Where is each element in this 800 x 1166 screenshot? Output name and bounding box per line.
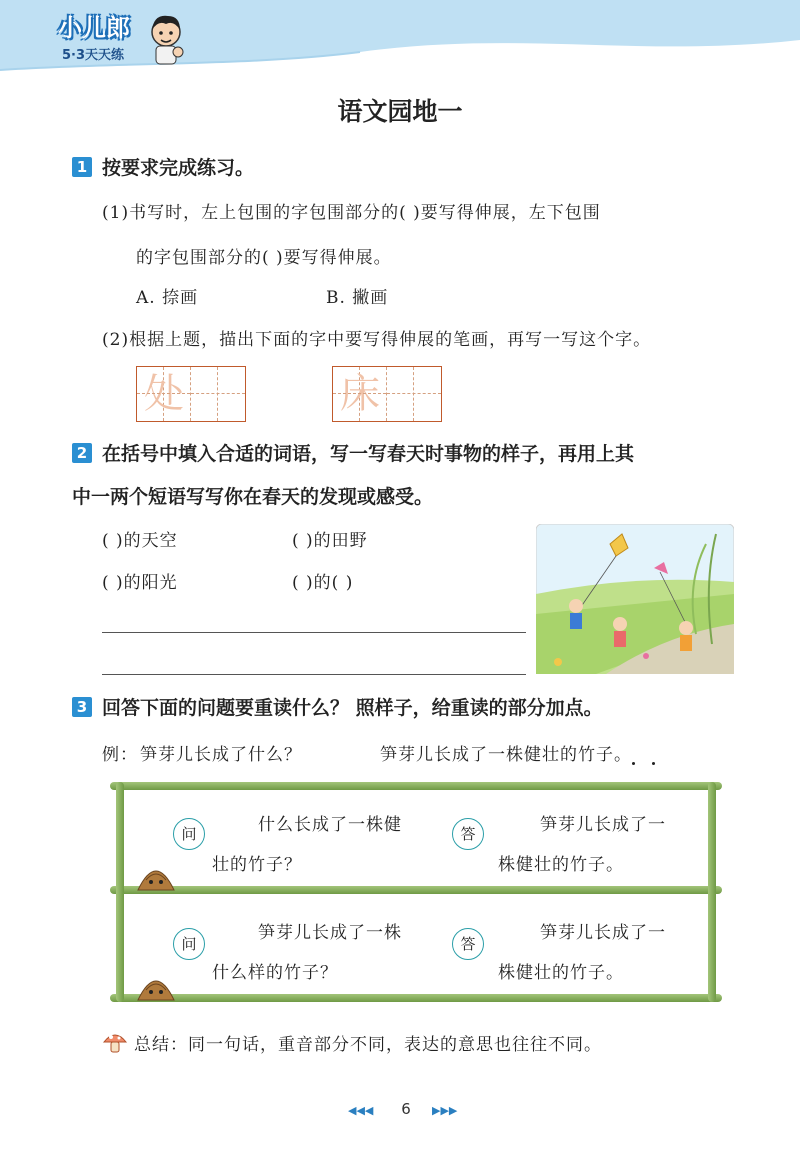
panel1-question-line1: 什么长成了一株健 [258,815,402,835]
trace-char-1: 处 [144,371,184,417]
emphasis-dot [652,762,655,765]
bamboo-rail-top [110,782,722,790]
q2-blank-sun[interactable]: ( )的阳光 [102,573,178,593]
next-page-arrows-icon[interactable]: ▶▶▶ [432,1104,458,1117]
mushroom-icon [102,1028,128,1054]
question-2-title-line2: 中一两个短语写写你在春天的发现或感受。 [72,486,434,508]
question-1-title: 按要求完成练习。 [102,157,255,179]
panel2-answer-line1: 笋芽儿长成了一 [540,923,666,943]
brand-subtitle: 5·3天天练 [62,48,125,63]
q2-blank-sky[interactable]: ( )的天空 [102,531,178,551]
bamboo-shoot-character-icon [132,850,180,894]
boy-mascot-icon [146,12,186,66]
example-answer: 笋芽儿长成了一株健壮的竹子。 [380,745,632,765]
panel2-question-line1: 笋芽儿长成了一株 [258,923,402,943]
q1-sub1-line1: (1)书写时，左上包围的字包围部分的( )要写得伸展，左下包围 [102,203,601,223]
writing-grid-1[interactable] [136,366,246,422]
brand-logo: 小儿郎 [58,14,130,42]
trace-char-2: 床 [340,371,380,417]
bamboo-post-left [116,782,124,1002]
writing-grid-2[interactable] [332,366,442,422]
bamboo-post-right [708,782,716,1002]
q1-option-a: A. 捺画 [136,288,199,308]
writing-line-2[interactable] [102,674,526,675]
ask-bubble: 问 [173,928,205,960]
panel1-answer-line1: 笋芽儿长成了一 [540,815,666,835]
q2-blank-field[interactable]: ( )的田野 [292,531,368,551]
panel2-question-line2: 什么样的竹子？ [212,963,338,983]
q1-sub2: (2)根据上题，描出下面的字中要写得伸展的笔画，再写一写这个字。 [102,330,652,350]
summary-text: 总结：同一句话，重音部分不同，表达的意思也往往不同。 [134,1035,602,1055]
page-number: 6 [401,1100,411,1118]
page-title: 语文园地一 [337,97,463,126]
prev-page-arrows-icon[interactable]: ◀◀◀ [348,1104,374,1117]
answer-bubble: 答 [452,928,484,960]
question-2-title-line1: 在括号中填入合适的词语，写一写春天时事物的样子，再用上其 [102,443,635,465]
bamboo-rail-bottom [110,994,722,1002]
q2-blank-custom[interactable]: ( )的( ) [292,573,354,593]
question-2-number: 2 [72,443,92,463]
q1-option-b: B. 撇画 [326,288,389,308]
example-label: 例： [102,745,138,765]
question-1-number: 1 [72,157,92,177]
bamboo-rail-middle [110,886,722,894]
ask-bubble: 问 [173,818,205,850]
q1-sub1-line2: 的字包围部分的( )要写得伸展。 [136,248,392,268]
writing-line-1[interactable] [102,632,526,633]
question-3-number: 3 [72,697,92,717]
emphasis-dot [632,762,635,765]
question-3-title: 回答下面的问题要重读什么？ 照样子，给重读的部分加点。 [102,697,603,719]
example-question: 笋芽儿长成了什么？ [140,745,302,765]
spring-kites-illustration [536,524,734,674]
panel1-question-line2: 壮的竹子？ [212,855,302,875]
panel2-answer-line2: 株健壮的竹子。 [498,963,624,983]
panel1-answer-line2: 株健壮的竹子。 [498,855,624,875]
answer-bubble: 答 [452,818,484,850]
bamboo-shoot-character-icon [132,960,180,1004]
